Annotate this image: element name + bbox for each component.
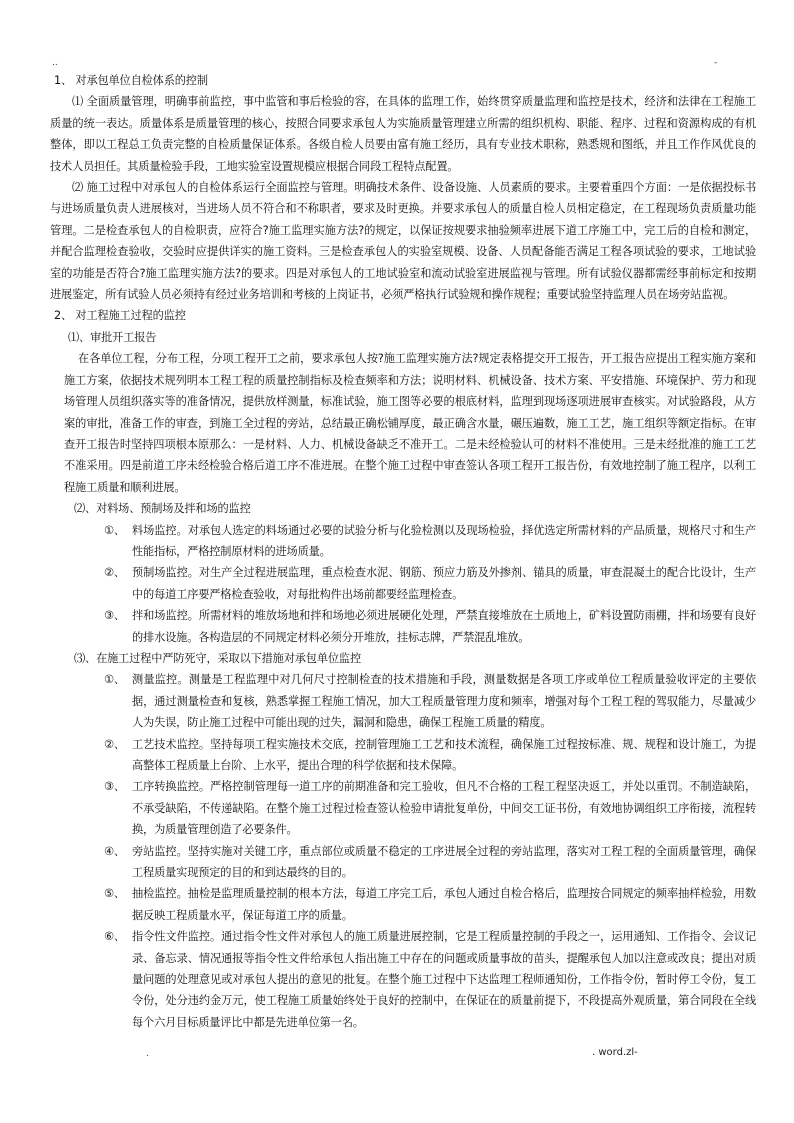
list-item-number: ⑥、	[104, 930, 125, 944]
list-item-text: 料场监控。对承包人选定的料场通过必要的试验分析与化验检测以及现场检验，择优选定所需材料的产品质量，规格尺寸和生产性能指标，严格控制原材料的进场质量。	[132, 523, 756, 558]
list-item-number: ②、	[104, 566, 125, 580]
footer-text: . word.zl-	[592, 1047, 638, 1058]
list-item-number: ③、	[104, 780, 125, 794]
list-item-text: 工序转换监控。严格控制管理每一道工序的前期准备和完工验收，但凡不合格的工程工程坚决返工，并处以重罚。不制造缺陷，不承受缺陷，不传递缺陷。在整个施工过程过检查签认检验申请批复单份，中间交工证书份，有效地协调组织工序衔接，流程转换，为质量管理创造了必要条件。	[132, 780, 756, 837]
list-item	[50, 883, 756, 926]
list-item	[50, 841, 756, 884]
list-item-text: 抽检监控。抽检是监理质量控制的根本方法，每道工序完工后，承包人通过自检合格后，监理按合同规定的频率抽样检验，用数据反映工程质量水平，保证每道工序的质量。	[132, 887, 756, 922]
list-item-number: ①、	[104, 523, 125, 537]
header-left-mark: ..	[52, 58, 58, 68]
list-item-text: 旁站监控。坚持实施对关键工序，重点部位或质量不稳定的工序进展全过程的旁站监理，落实对工程工程的全面质量管理，确保工程质量实现预定的目的和到达最终的目的。	[132, 844, 756, 880]
list-item-number: ③、	[104, 609, 125, 623]
section-1-heading: 1、 对承包单位自检体系的控制	[54, 74, 208, 87]
list-item-number: ①、	[104, 673, 125, 687]
list-item-text: 测量监控。测量是工程监理中对几何尺寸控制检查的技术措施和手段，测量数据是各项工序或单位工程质量验收评定的主要依据，通过测量检查和复核，熟悉掌握工程施工情况，加大工程质量管理力度和频率，增强对每个工程工程的驾驭能力，尽量减少人为失误，防止施工过程中可能出现的过失，漏洞和隐患，确保工程施工质量的精度。	[132, 673, 756, 730]
list-item-text: 预制场监控。对生产全过程进展监理，重点检查水泥、钢筋、预应力筋及外掺剂、锚具的质量，审查混凝土的配合比设计，生产中的每道工序要严格检查验收，对每批构件出场前都要经监理检查。	[132, 566, 756, 601]
list-item	[50, 926, 756, 1033]
document-body	[50, 70, 756, 1033]
subsection-1-paragraph: 在各单位工程，分布工程，分项工程开工之前，要求承包人按?施工监理实施方法?规定表格提交开工报告，开工报告应提出工程实施方案和施工方案，依据技术规列明本工程工程的质量控制指标及检查频率和方法；说明材料、机械设备、技术方案、平安措施、环境保护、劳力和现场管理人员组织落实等的准备情况，提供放样测量，标准试验，施工图等必要的根底材料，监理到现场逐项进展审查核实。对试验路段，从方案的审批，准备工作的审查，到施工全过程的旁站，总结最正确松铺厚度，最正确含水量，碾压遍数，施工工艺，施工组织等额定指标。在审查开工报告时坚持四项根本原那么：一是材料、人力、机械设备缺乏不准开工。二是未经检验认可的材料不准使用。三是未经批准的施工工艺不准采用。四是前道工序未经检验合格后道工序不准进展。在整个施工过程中审查签认各项工程开工报告份，有效地控制了施工程序，以利工程施工质量和顺利进展。	[64, 352, 756, 494]
list-item	[50, 605, 756, 648]
list-item	[50, 562, 756, 605]
list-item	[50, 776, 756, 840]
list-item-number: ②、	[104, 737, 125, 751]
list-item-text: 指令性文件监控。通过指令性文件对承包人的施工质量进展控制，它是工程质量控制的手段之一，运用通知、工作指令、会议记录、备忘录、情况通报等指令性文件给承包人指出施工中存在的问题或质量事故的苗头，提醒承包人加以注意或改良；提出对质量问题的处理意见或对承包人提出的意见的批复。在整个施工过程中下达监理工程师通知份，工作指令份，暂时停工令份，复工令份，处分违约金万元，使工程施工质量始终处于良好的控制中，在保证在的质量前提下，不段提高外观质量，第合同段在全线每个六月目标质量评比中都是先进单位第一名。	[132, 930, 756, 1029]
list-item	[50, 734, 756, 777]
section-1-paragraph-2: ⑵ 施工过程中对承包人的自检体系运行全面监控与管理。明确技术条件、设备设施、人员素质的要求。主要着重四个方面：一是依据投标书与进场质量负责人进展核对，当进场人员不符合和不称职者，要求及时更换。并要求承包人的质量自检人员相定稳定，在工程现场负责质量功能管理。二是检查承包人的自检职责，应符合?施工监理实施方法?的规定，以保证按规要求抽验频率进展下道工序施工中，完工后的自检和测定，并配合监理检查验收，交验时应提供详实的施工资料。三是检查承包人的实验室规模、设备、人员配备能否满足工程各项试验的要求，工地试验室的功能是否符合?施工监理实施方法?的要求。四是对承包人的工地试验室和流动试验室进展监视与管理。所有试验仪器都需经事前标定和按期进展鉴定，所有试验人员必须持有经过业务培训和考核的上岗证书，必须严格执行试验规和操作规程；重要试验坚持监理人员在场旁站监视。	[50, 181, 756, 302]
list-item-number: ④、	[104, 844, 125, 858]
list-item-text: 拌和场监控。所需材料的堆放场地和拌和场地必须进展硬化处理，严禁直接堆放在土质地上，矿料设置防雨棚，拌和场要有良好的排水设施。各构造层的不同规定材料必须分开堆放，挂标志牌，严禁混乱堆放。	[132, 609, 756, 644]
subsection-2-heading: ⑵、对料场、预制场及拌和场的监控	[74, 502, 251, 516]
list-item	[50, 669, 756, 733]
header-right-mark: -	[714, 58, 718, 68]
section-1-paragraph-1: ⑴ 全面质量管理，明确事前监控，事中监管和事后检验的容，在具体的监理工作，始终贯穿质量监理和监控是技术，经济和法律在工程施工质量的统一表达。质量体系是质量管理的核心，按照合同要求承包人为实施质量管理建立所需的组织机构、职能、程序、过程和资源构成的有机整体，即以工程总工负责完整的自检质量保证体系。各级自检人员要由富有施工经历，具有专业技术职称，熟悉规和图纸，并且工作作风优良的技术人员担任。其质量检验手段，工地实验室设置规模应根据合同段工程特点配置。	[50, 95, 756, 173]
subsection-1-heading: ⑴、审批开工报告	[68, 330, 157, 344]
list-item-text: 工艺技术监控。坚持每项工程实施技术交底，控制管理施工工艺和技术流程，确保施工过程按标准、规、规程和设计施工，为提高整体工程质量上台阶、上水平，提出合理的科学依据和技术保障。	[132, 737, 756, 772]
section-2-heading: 2、 对工程施工过程的监控	[54, 309, 186, 323]
list-item	[50, 520, 756, 563]
footer-left-mark: .	[146, 1049, 149, 1059]
subsection-3-heading: ⑶、在施工过程中严防死守，采取以下措施对承包单位监控	[74, 651, 361, 665]
list-item-number: ⑤、	[104, 887, 125, 901]
